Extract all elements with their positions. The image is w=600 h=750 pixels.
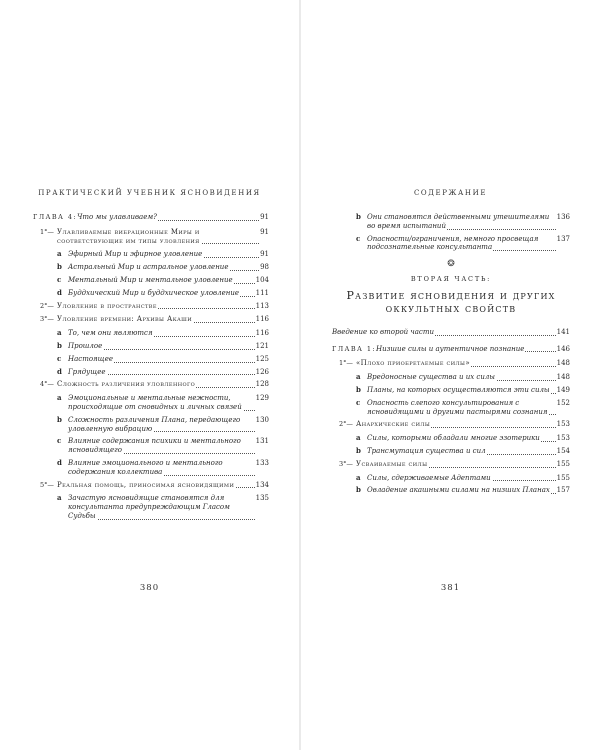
entry-page-number: 128	[255, 380, 269, 389]
entry-page-number: 152	[556, 398, 570, 407]
entry-label: a	[57, 249, 62, 259]
entry-title: Эфирный Мир и эфирное уловление	[68, 250, 203, 259]
entry-page-number: 116	[255, 315, 269, 324]
toc-entry-sub	[332, 399, 570, 417]
entry-title: Уловление времени: Архивы Акаши	[57, 315, 193, 324]
entry-page-number: 91	[260, 213, 269, 221]
entry-label: a	[356, 372, 361, 382]
toc-entry-sub	[33, 394, 269, 412]
entry-label: 5°—	[40, 480, 54, 489]
entry-page-number: 129	[255, 394, 269, 403]
toc-entry-sub	[33, 342, 269, 351]
entry-page-number: 91	[260, 250, 269, 259]
entry-title: Овладение акашными силами на низших Планах	[367, 486, 550, 495]
entry-page-number: 121	[255, 341, 269, 350]
entry-title: Ментальный Мир и ментальное уловление	[68, 275, 233, 284]
entry-title: Вредоносные существа и их силы	[367, 373, 496, 382]
entry-title: Буддхический Мир и буддхическое уловление	[68, 288, 239, 297]
entry-title: Астральный Мир и астральное уловление	[68, 263, 229, 272]
entry-label: a	[57, 493, 62, 503]
toc-entry-section	[33, 380, 269, 389]
running-head: ПРАКТИЧЕСКИЙ УЧЕБНИК ЯСНОВИДЕНИЯ	[38, 189, 261, 197]
entry-page-number: 98	[260, 263, 269, 272]
entry-page-number: 155	[556, 459, 570, 468]
entry-title: Низшие силы и аутентичное познание	[376, 344, 525, 353]
toc-entry-section	[33, 315, 269, 324]
toc-entry-chapter	[33, 213, 269, 222]
entry-label: 3°—	[339, 459, 353, 468]
toc-entry-sub	[332, 386, 570, 395]
entry-label: 2°—	[339, 420, 353, 429]
entry-label: b	[356, 485, 361, 495]
right-page	[301, 0, 600, 750]
entry-page-number: 134	[255, 480, 269, 489]
toc-entry-sub	[332, 486, 570, 495]
entry-page-number: 125	[255, 354, 269, 363]
entry-title: Они становятся действенными утешителями во время испытаний	[367, 213, 550, 230]
left-page	[0, 0, 299, 750]
table-of-contents	[332, 213, 570, 499]
toc-entry-sub	[33, 250, 269, 259]
entry-page-number: 130	[255, 415, 269, 424]
entry-title: Сложность различения уловленного	[57, 380, 196, 389]
entry-page-number: 136	[556, 213, 570, 221]
toc-entry-sub	[33, 355, 269, 364]
part-label: ВТОРАЯ ЧАСТЬ:	[410, 274, 492, 283]
entry-title: «Плохо приобретаемые силы»	[356, 359, 471, 368]
entry-title: Введение ко второй части	[332, 327, 434, 336]
entry-label: b	[356, 212, 361, 221]
page-number: 380	[139, 583, 160, 593]
entry-label: ГЛАВА 1:	[332, 344, 376, 353]
entry-title: Усваиваемые силы	[356, 459, 428, 468]
entry-page-number: 148	[556, 359, 570, 368]
entry-page-number: 148	[556, 373, 570, 382]
entry-title: Эмоциональные и ментальные нежности, происходящие от сновидных и личных связей	[68, 394, 242, 411]
entry-page-number: 141	[556, 327, 570, 336]
entry-label: a	[57, 393, 62, 403]
entry-title: Что мы улавливаем?	[77, 213, 157, 221]
toc-entry-chapter	[332, 345, 570, 354]
entry-title: То, чем они являются	[68, 329, 153, 338]
entry-title: Силы, которыми обладали многие эзотерики	[367, 434, 540, 443]
toc-part-two	[332, 328, 570, 495]
toc-entry-sub	[33, 368, 269, 377]
entry-label: c	[356, 233, 361, 243]
entry-page-number: 111	[255, 288, 269, 297]
toc-entry-sub	[33, 459, 269, 477]
entry-title: Опасности/ограничения, немного просвещая подсознательные консультанта	[367, 234, 539, 252]
toc-entry-sub	[33, 263, 269, 272]
entry-title: Уловление в пространстве	[57, 301, 157, 310]
ornament-icon: ❂	[447, 259, 455, 270]
entry-label: d	[57, 287, 62, 297]
toc-entry-section	[33, 481, 269, 490]
entry-title: Реальная помощь, приносимая ясновидящими	[57, 480, 235, 489]
entry-label: a	[57, 328, 62, 338]
entry-page-number: 91	[260, 227, 269, 236]
entry-title: Влияние содержания психики и ментального ясновидящего	[68, 437, 241, 455]
entry-title: Прошлое	[68, 341, 103, 350]
entry-title: Грядущее	[68, 367, 106, 376]
entry-label: 4°—	[40, 380, 54, 389]
toc-entry-section	[33, 228, 269, 246]
entry-title: Сложность различения Плана, передающего уловленную вибрацию	[68, 415, 241, 433]
entry-label: 2°—	[40, 301, 54, 310]
toc-entry-section	[33, 302, 269, 311]
entry-label: c	[57, 274, 62, 284]
entry-title: Анархические силы	[356, 420, 431, 429]
entry-label: ГЛАВА 4:	[33, 213, 77, 221]
page-number: 381	[440, 583, 461, 593]
entry-page-number: 146	[556, 344, 570, 353]
entry-label: b	[57, 414, 62, 424]
entry-page-number: 149	[556, 385, 570, 394]
toc-entry-intro	[332, 328, 570, 337]
entry-page-number: 137	[556, 234, 570, 243]
toc-entry-sub	[33, 494, 269, 520]
entry-title: Зачастую ясновидящие становятся для консультанта предупреждающим Гласом Судьбы	[68, 494, 230, 520]
entry-title: Влияние эмоционального и ментального содержания коллектива	[68, 458, 223, 476]
toc-entry-sub	[33, 276, 269, 285]
toc-entry-section	[332, 460, 570, 469]
toc-continued	[332, 213, 570, 252]
part-title: Развитие ясновидения и других оккультных свойств	[346, 288, 556, 315]
entry-page-number: 126	[255, 367, 269, 376]
toc-entry-section	[332, 359, 570, 368]
entry-title: Опасность слепого консультирования с ясновидящими и другими пастырями сознания	[367, 398, 548, 416]
entry-title: Настоящее	[68, 354, 113, 363]
toc-entry-sub	[332, 373, 570, 382]
entry-label: c	[356, 397, 361, 407]
entry-label: b	[356, 384, 361, 394]
entry-page-number: 113	[255, 301, 269, 310]
toc-entry-sub	[332, 213, 570, 231]
entry-label: b	[356, 445, 361, 455]
entry-label: 3°—	[40, 315, 54, 324]
entry-page-number: 153	[556, 434, 570, 443]
entry-label: a	[356, 472, 361, 482]
running-head: СОДЕРЖАНИЕ	[413, 189, 488, 197]
entry-title: Улавливаемые вибрационные Миры и соответствующие им типы уловления	[57, 227, 200, 245]
entry-label: 1°—	[339, 359, 353, 368]
toc-entry-sub	[33, 416, 269, 434]
entry-label: b	[57, 340, 62, 350]
toc-entry-sub	[332, 447, 570, 456]
entry-label: d	[57, 457, 62, 467]
entry-page-number: 135	[255, 494, 269, 503]
toc-entry-sub	[33, 289, 269, 298]
entry-page-number: 154	[556, 446, 570, 455]
entry-page-number: 104	[255, 275, 269, 284]
toc-entry-sub	[332, 474, 570, 483]
entry-page-number: 155	[556, 473, 570, 482]
toc-entry-sub	[332, 235, 570, 253]
entry-page-number: 133	[255, 458, 269, 467]
entry-page-number: 116	[255, 329, 269, 338]
entry-label: b	[57, 262, 62, 272]
toc-entry-sub	[33, 437, 269, 455]
entry-label: c	[57, 436, 62, 446]
entry-title: Планы, на которых осуществляются эти силы	[367, 385, 550, 394]
entry-page-number: 153	[556, 420, 570, 429]
entry-page-number: 131	[255, 437, 269, 446]
toc-entry-sub	[33, 329, 269, 338]
entry-label: 1°—	[40, 227, 54, 236]
entry-title: Силы, сдерживаемые Адептами	[367, 473, 491, 482]
entry-title: Трансмутация существа и сил	[367, 446, 486, 455]
entry-label: c	[57, 353, 62, 363]
toc-entry-section	[332, 420, 570, 429]
table-of-contents	[33, 213, 269, 525]
entry-page-number: 157	[556, 486, 570, 495]
entry-label: d	[57, 366, 62, 376]
entry-label: a	[356, 433, 361, 443]
toc-entry-sub	[332, 434, 570, 443]
